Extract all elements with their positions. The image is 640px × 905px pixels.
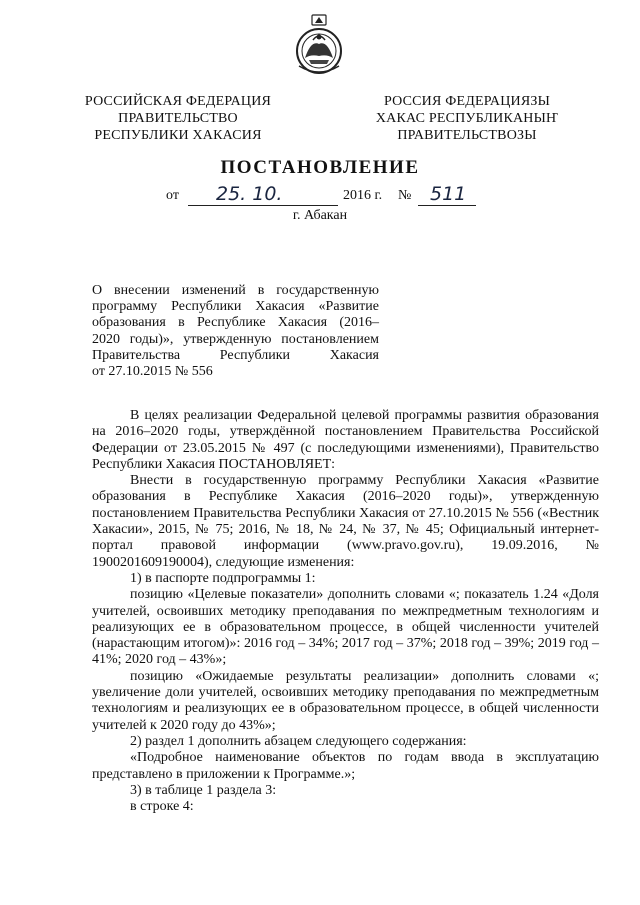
- body-paragraph: «Подробное наименование объектов по годам ввода в эксплуатацию представлено в приложении к Программе.»;: [92, 750, 599, 782]
- body-paragraph: Внести в государственную программу Республики Хакасия «Развитие образования в Республике Хакасия (2016–2020 годы)», утвержденную постановлением Правительства Республики Хакасия от 27.10.2015 № 556 («Вестник Хакасии», 2015, № 75; 2016, № 18, № 24, № 37, № 45; Официальный интернет-портал правовой информации (www.pravo.gov.ru), 19.09.2016, № 1900201609190004), следующие изменения:: [92, 473, 599, 570]
- header-left: [78, 93, 278, 144]
- header-right-line: ПРАВИТЕЛЬСТВОЗЫ: [397, 128, 537, 143]
- document-body: [92, 408, 599, 815]
- handwritten-number: 511: [430, 183, 467, 205]
- subject-line: Правительства Республики Хакасия: [92, 347, 379, 363]
- date-year: 2016 г.: [343, 188, 383, 203]
- body-paragraph: 2) раздел 1 дополнить абзацем следующего содержания:: [130, 733, 467, 749]
- subject-line: 2020 годы)», утвержденную постановлением: [92, 331, 379, 347]
- header-left-line: ПРАВИТЕЛЬСТВО: [118, 111, 238, 126]
- coat-of-arms-icon: [291, 14, 347, 76]
- header-right-line: ХАКАС РЕСПУБЛИКАНЫҤ: [375, 111, 559, 126]
- body-paragraph: позицию «Ожидаемые результаты реализации» дополнить словами «; увеличение доли учителей, освоивших методику преподавания по межпредметным технологиям и реализующих ее в образовательном процессе, в общей численности учителей к 2020 году до 43%»;: [92, 668, 599, 733]
- document-title: ПОСТАНОВЛЕНИЕ: [220, 157, 420, 178]
- header-left-line: РОССИЙСКАЯ ФЕДЕРАЦИЯ: [84, 94, 272, 109]
- body-paragraph: В целях реализации Федеральной целевой программы развития образования на 2016–2020 годы, утверждённой постановлением Правительства Российской Федерации от 23.05.2015 № 497 (с последующими изменениями), Правительство Республики Хакасия ПОСТАНОВЛЯЕТ:: [92, 408, 599, 472]
- body-paragraph: 3) в таблице 1 раздела 3:: [130, 782, 277, 798]
- header-right: [372, 93, 562, 144]
- subject-line: образования в Республике Хакасия (2016–: [92, 315, 379, 331]
- body-paragraph: в строке 4:: [130, 799, 194, 815]
- date-line: [166, 183, 486, 210]
- number-underline: [418, 205, 476, 206]
- subject-line: программу Республики Хакасия «Развитие: [92, 299, 379, 315]
- date-underline: [188, 205, 338, 206]
- document-subject: [92, 283, 379, 380]
- body-paragraph: позицию «Целевые показатели» дополнить словами «; показатель 1.24 «Доля учителей, освоивших методику преподавания по межпредметным технологиям и реализующих ее в образовательном процессе, в общей численности учителей (нарастающим итогом)»: 2016 год – 34%; 2017 год – 37%; 2018 год – 39%; 2019 год – 41%; 2020 год – 43%»;: [92, 587, 599, 668]
- body-paragraph: 1) в паспорте подпрограммы 1:: [130, 570, 316, 586]
- handwritten-date: 25. 10.: [216, 183, 283, 205]
- date-prefix: от: [166, 188, 179, 203]
- city: г. Абакан: [292, 208, 348, 223]
- subject-line: О внесении изменений в государственную: [92, 283, 379, 298]
- header-left-line: РЕСПУБЛИКИ ХАКАСИЯ: [94, 128, 262, 143]
- number-sign: №: [398, 188, 412, 203]
- subject-line: от 27.10.2015 № 556: [92, 364, 213, 380]
- header-right-line: РОССИЯ ФЕДЕРАЦИЯЗЫ: [383, 94, 551, 109]
